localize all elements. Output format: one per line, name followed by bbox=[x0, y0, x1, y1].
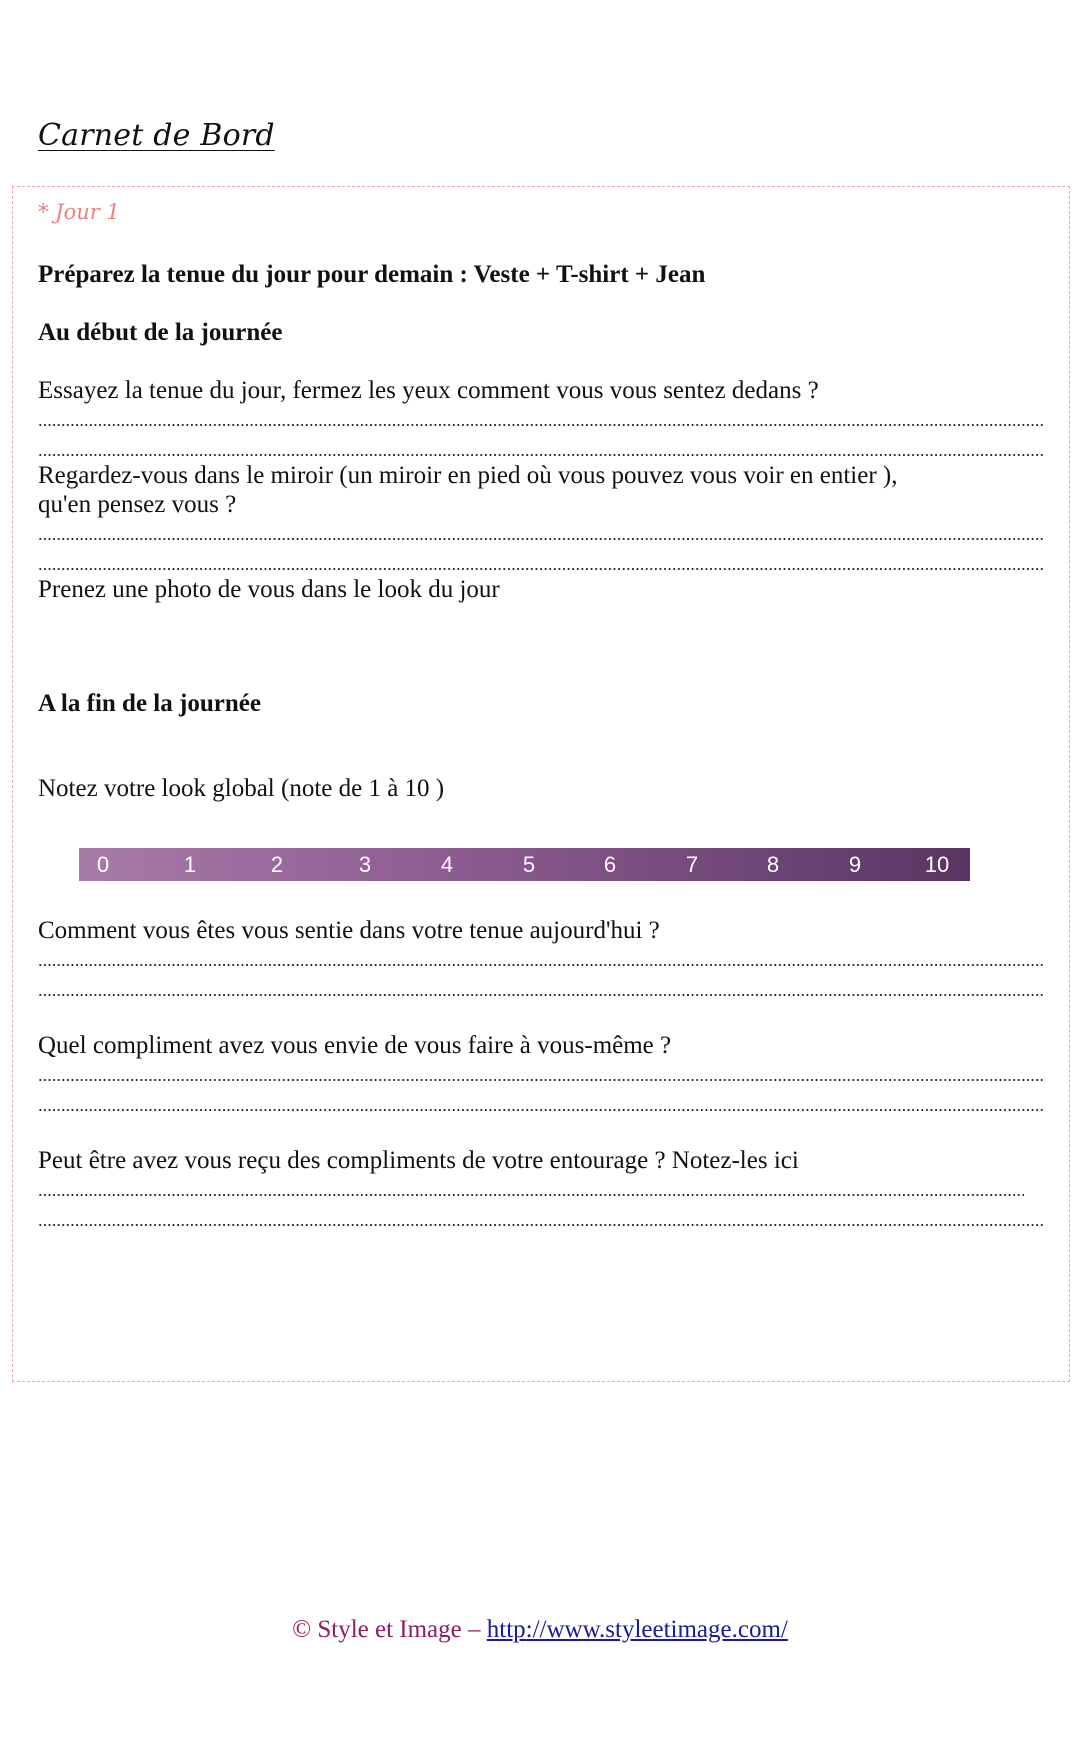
question-felt-today: Comment vous êtes vous sentie dans votre tenue aujourd'hui ? bbox=[38, 917, 660, 944]
question-feel-eyes-closed: Essayez la tenue du jour, fermez les yeux comment vous vous sentez dedans ? bbox=[38, 377, 819, 404]
page-title: Carnet de Bord bbox=[38, 118, 275, 153]
outfit-instruction: Préparez la tenue du jour pour demain : Veste + T-shirt + Jean bbox=[38, 261, 706, 288]
footer-copyright: © Style et Image – bbox=[292, 1616, 487, 1643]
rating-option-0[interactable]: 0 bbox=[96, 852, 110, 877]
rating-option-6[interactable]: 6 bbox=[603, 852, 617, 877]
evening-heading: A la fin de la journée bbox=[38, 690, 261, 717]
answer-line[interactable] bbox=[38, 993, 1044, 997]
answer-line[interactable] bbox=[38, 1078, 1044, 1082]
answer-line[interactable] bbox=[38, 537, 1044, 541]
question-received-compliments: Peut être avez vous reçu des compliments de votre entourage ? Notez-les ici bbox=[38, 1147, 799, 1174]
rating-option-10[interactable]: 10 bbox=[924, 852, 950, 877]
rating-option-3[interactable]: 3 bbox=[358, 852, 372, 877]
answer-line[interactable] bbox=[38, 963, 1044, 967]
rating-prompt: Notez votre look global (note de 1 à 10 ) bbox=[38, 775, 445, 802]
question-mirror-line1: Regardez-vous dans le miroir (un miroir en pied où vous pouvez vous voir en entier ), bbox=[38, 462, 898, 489]
footer bbox=[0, 1616, 1080, 1644]
footer-website-link[interactable]: http://www.styleetimage.com/ bbox=[486, 1616, 788, 1643]
rating-option-1[interactable]: 1 bbox=[183, 852, 197, 877]
photo-instruction: Prenez une photo de vous dans le look du jour bbox=[38, 576, 500, 603]
rating-option-2[interactable]: 2 bbox=[270, 852, 284, 877]
answer-line[interactable] bbox=[38, 423, 1044, 427]
answer-line[interactable] bbox=[38, 1193, 1024, 1197]
rating-option-9[interactable]: 9 bbox=[848, 852, 862, 877]
answer-line[interactable] bbox=[38, 567, 1044, 571]
rating-option-7[interactable]: 7 bbox=[685, 852, 699, 877]
question-self-compliment: Quel compliment avez vous envie de vous faire à vous-même ? bbox=[38, 1032, 672, 1059]
answer-line[interactable] bbox=[38, 453, 1044, 457]
answer-line[interactable] bbox=[38, 1223, 1044, 1227]
rating-option-5[interactable]: 5 bbox=[522, 852, 536, 877]
answer-line[interactable] bbox=[38, 1108, 1044, 1112]
rating-scale bbox=[79, 848, 970, 881]
question-mirror-line2: qu'en pensez vous ? bbox=[38, 491, 237, 518]
day-label: * Jour 1 bbox=[38, 200, 120, 224]
rating-option-4[interactable]: 4 bbox=[440, 852, 454, 877]
rating-option-8[interactable]: 8 bbox=[766, 852, 780, 877]
morning-heading: Au début de la journée bbox=[38, 319, 283, 346]
